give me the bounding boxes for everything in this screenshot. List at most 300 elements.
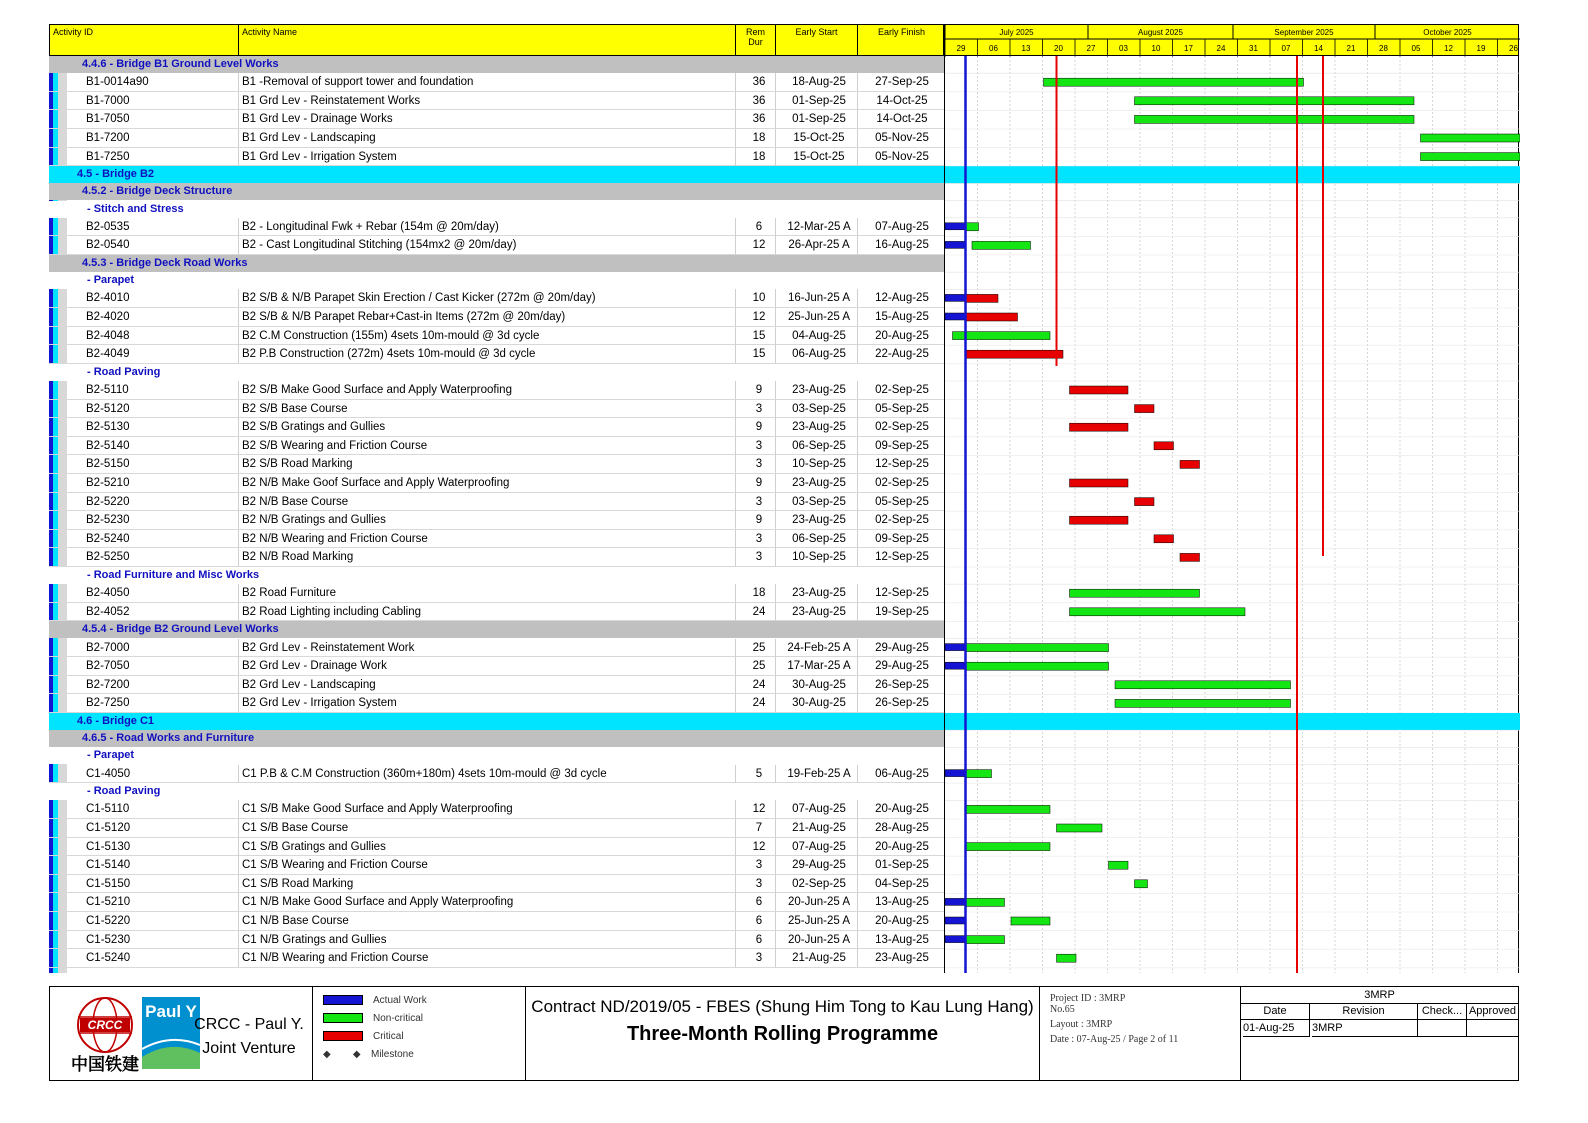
activity-id: B2-4010 <box>86 292 130 305</box>
rev-col-check: Check... <box>1418 1003 1467 1020</box>
early-finish: 27-Sep-25 <box>875 76 929 89</box>
column-divider <box>735 603 736 621</box>
early-start: 12-Mar-25 A <box>787 220 851 233</box>
column-divider <box>238 584 239 602</box>
critical-swatch <box>323 1031 363 1041</box>
wbs-band[interactable]: 4.6.5 - Road Works and Furniture <box>49 730 944 747</box>
rem-dur: 36 <box>752 76 766 89</box>
rem-dur: 3 <box>755 532 763 545</box>
rem-dur: 3 <box>755 439 763 452</box>
noncritical-bar[interactable] <box>1115 699 1291 707</box>
early-finish: 29-Aug-25 <box>875 641 929 654</box>
early-finish: 09-Sep-25 <box>875 439 929 452</box>
noncritical-bar[interactable] <box>1421 134 1521 142</box>
crcc-cn-text: 中国铁建 <box>71 1055 139 1075</box>
activity-row[interactable] <box>49 694 944 713</box>
activity-row[interactable] <box>49 455 944 474</box>
activity-id: B2-0540 <box>86 239 130 252</box>
activity-row[interactable] <box>49 289 944 308</box>
noncritical-bar[interactable] <box>966 898 1005 906</box>
early-start: 20-Jun-25 A <box>787 933 850 946</box>
wbs-band[interactable]: - Road Paving <box>49 783 944 800</box>
column-divider <box>735 493 736 511</box>
early-finish: 20-Aug-25 <box>875 803 929 816</box>
early-start: 15-Oct-25 <box>793 132 845 144</box>
noncritical-bar[interactable] <box>1044 78 1304 86</box>
activity-name: B2 Road Lighting including Cabling <box>242 605 422 618</box>
early-finish: 28-Aug-25 <box>875 822 929 834</box>
actual-bar[interactable] <box>945 898 966 905</box>
column-divider <box>238 548 239 566</box>
column-divider <box>238 493 239 511</box>
week-label: 12 <box>1444 44 1453 53</box>
activity-row[interactable] <box>49 838 944 857</box>
activity-id: B2-5210 <box>86 477 130 489</box>
noncritical-bar[interactable] <box>966 843 1051 851</box>
activity-name: B2 N/B Gratings and Gullies <box>242 514 386 527</box>
actual-bar[interactable] <box>945 936 966 943</box>
noncritical-bar[interactable] <box>1135 115 1415 123</box>
column-divider <box>775 548 776 566</box>
activity-row[interactable] <box>49 218 944 237</box>
column-divider <box>735 548 736 566</box>
critical-bar[interactable] <box>1135 498 1155 506</box>
activity-name: B2 Grd Lev - Irrigation System <box>242 697 397 710</box>
column-divider <box>775 530 776 548</box>
actual-bar[interactable] <box>945 644 966 651</box>
noncritical-bar[interactable] <box>966 770 992 778</box>
column-divider <box>775 327 776 345</box>
table-header <box>49 24 944 56</box>
wbs-band[interactable]: - Road Furniture and Misc Works <box>49 567 944 584</box>
activity-id: B2-5240 <box>86 532 130 545</box>
noncritical-bar[interactable] <box>1057 824 1103 832</box>
column-divider <box>775 875 776 893</box>
column-divider <box>238 327 239 345</box>
critical-bar[interactable] <box>1154 442 1174 450</box>
rem-dur: 3 <box>755 551 763 564</box>
early-finish: 14-Oct-25 <box>876 94 928 107</box>
contract-title: Contract ND/2019/05 - FBES (Shung Him Tong to Kau Lung Hang) <box>531 997 1034 1016</box>
activity-name: B2 S/B Make Good Surface and Apply Waterproofing <box>242 384 512 396</box>
rem-dur: 3 <box>755 402 763 415</box>
activity-row[interactable] <box>49 418 944 437</box>
column-divider <box>775 493 776 511</box>
critical-bar[interactable] <box>966 350 1064 358</box>
wbs-band[interactable]: 4.5 - Bridge B2 <box>49 166 944 183</box>
column-divider <box>775 400 776 418</box>
column-divider <box>735 381 736 399</box>
column-divider <box>857 92 858 110</box>
activity-row[interactable] <box>49 511 944 530</box>
rem-dur: 9 <box>755 384 763 396</box>
activity-row[interactable] <box>49 327 944 346</box>
activity-row[interactable] <box>49 800 944 819</box>
column-divider <box>857 548 858 566</box>
critical-bar[interactable] <box>1180 460 1200 468</box>
issue-number: No.65 <box>1050 1004 1075 1015</box>
rem-dur: 5 <box>755 767 763 780</box>
critical-bar[interactable] <box>1070 479 1129 487</box>
week-label: 31 <box>1249 44 1258 53</box>
activity-row[interactable] <box>49 92 944 111</box>
noncritical-bar[interactable] <box>1057 954 1077 962</box>
rem-dur: 18 <box>752 150 766 163</box>
early-start: 03-Sep-25 <box>792 495 846 508</box>
early-finish: 16-Aug-25 <box>875 239 929 252</box>
month-label: July 2025 <box>999 28 1034 37</box>
noncritical-swatch <box>323 1013 363 1023</box>
rev-col-date: Date <box>1241 1003 1310 1020</box>
activity-row[interactable] <box>49 856 944 875</box>
early-finish: 12-Sep-25 <box>875 587 929 600</box>
activity-row[interactable] <box>49 308 944 327</box>
column-divider <box>857 819 858 837</box>
noncritical-bar[interactable] <box>1135 97 1415 105</box>
activity-row[interactable] <box>49 493 944 512</box>
column-divider <box>857 129 858 147</box>
legend-actual <box>323 995 427 1006</box>
column-divider <box>857 110 858 128</box>
rem-dur: 12 <box>752 840 766 853</box>
column-divider <box>857 875 858 893</box>
early-finish: 02-Sep-25 <box>875 477 929 489</box>
wbs-band[interactable]: - Road Paving <box>49 364 944 381</box>
early-start: 15-Oct-25 <box>793 150 845 163</box>
activity-id: B1-7200 <box>86 132 130 144</box>
column-divider <box>775 474 776 492</box>
activity-name: C1 P.B & C.M Construction (360m+180m) 4sets 10m-mould @ 3d cycle <box>242 767 607 780</box>
column-divider <box>238 694 239 712</box>
early-finish: 22-Aug-25 <box>875 348 929 361</box>
column-divider <box>775 584 776 602</box>
early-start: 23-Aug-25 <box>792 421 846 434</box>
wbs-band[interactable]: 4.6 - Bridge C1 <box>49 713 944 730</box>
column-divider <box>238 800 239 818</box>
column-divider <box>238 148 239 166</box>
noncritical-bar[interactable] <box>966 223 979 231</box>
column-divider <box>238 765 239 783</box>
activity-id: B1-7050 <box>86 113 130 126</box>
early-finish: 29-Aug-25 <box>875 660 929 673</box>
activity-row[interactable] <box>49 437 944 456</box>
activity-id: B1-0014a90 <box>86 76 149 89</box>
wbs-band[interactable]: - Stitch and Stress <box>49 201 944 218</box>
column-divider <box>238 912 239 930</box>
activity-row[interactable] <box>49 129 944 148</box>
column-divider <box>775 765 776 783</box>
title-text-block <box>526 987 1040 1080</box>
early-start: 06-Sep-25 <box>792 532 846 545</box>
early-finish: 26-Sep-25 <box>875 678 929 691</box>
column-divider <box>238 381 239 399</box>
rev-date-value: 01-Aug-25 <box>1243 1020 1310 1037</box>
legend-critical-label: Critical <box>373 1031 404 1042</box>
column-divider <box>735 912 736 930</box>
activity-row[interactable] <box>49 875 944 894</box>
activity-name: B2 P.B Construction (272m) 4sets 10m-mould @ 3d cycle <box>242 348 536 361</box>
activity-row[interactable] <box>49 893 944 912</box>
activity-row[interactable] <box>49 345 944 364</box>
early-finish: 20-Aug-25 <box>875 840 929 853</box>
activity-id: C1-5220 <box>86 915 131 927</box>
early-start: 20-Jun-25 A <box>787 896 850 909</box>
column-divider <box>735 236 736 254</box>
early-start: 10-Sep-25 <box>792 551 846 564</box>
col-rem-dur[interactable]: Rem Dur <box>736 25 776 57</box>
early-finish: 26-Sep-25 <box>875 697 929 710</box>
column-divider <box>238 603 239 621</box>
noncritical-bar[interactable] <box>1109 861 1129 869</box>
activity-name: B2 Grd Lev - Landscaping <box>242 678 376 691</box>
rem-dur: 18 <box>752 587 766 600</box>
column-divider <box>775 218 776 236</box>
column-divider <box>735 129 736 147</box>
activity-row[interactable] <box>49 548 944 567</box>
actual-bar[interactable] <box>945 662 966 669</box>
title-block <box>49 986 1519 1081</box>
activity-name: B2 C.M Construction (155m) 4sets 10m-mould @ 3d cycle <box>242 329 540 342</box>
week-label: 06 <box>989 44 998 53</box>
project-info-block <box>1040 987 1241 1080</box>
column-divider <box>775 236 776 254</box>
band-strip <box>945 713 1520 730</box>
month-label: October 2025 <box>1423 28 1472 37</box>
activity-name: C1 S/B Make Good Surface and Apply Waterproofing <box>242 803 513 816</box>
noncritical-bar[interactable] <box>953 332 1051 340</box>
actual-bar[interactable] <box>945 917 966 924</box>
wbs-band[interactable]: 4.4.6 - Bridge B1 Ground Level Works <box>49 56 944 73</box>
wbs-band[interactable]: 4.5.3 - Bridge Deck Road Works <box>49 255 944 272</box>
activity-name: C1 S/B Base Course <box>242 822 349 834</box>
week-label: 13 <box>1021 44 1031 53</box>
activity-name: B2 S/B Base Course <box>242 402 348 415</box>
critical-bar[interactable] <box>1070 386 1129 394</box>
activity-row[interactable] <box>49 148 944 167</box>
rev-approved-value <box>1467 1020 1518 1037</box>
column-divider <box>735 800 736 818</box>
actual-bar[interactable] <box>945 294 966 301</box>
column-divider <box>735 400 736 418</box>
activity-row[interactable] <box>49 73 944 92</box>
week-label: 07 <box>1281 44 1291 53</box>
rem-dur: 6 <box>755 220 763 233</box>
pauly-logo-text: Paul Y <box>145 1002 197 1021</box>
col-activity-id[interactable]: Activity ID <box>50 25 239 57</box>
column-divider <box>775 912 776 930</box>
early-finish: 13-Aug-25 <box>875 933 929 946</box>
activity-name: B2 S/B Road Marking <box>242 458 353 471</box>
early-start: 07-Aug-25 <box>792 803 846 816</box>
activity-row[interactable] <box>49 657 944 676</box>
noncritical-bar[interactable] <box>1070 589 1200 597</box>
activity-row[interactable] <box>49 474 944 493</box>
actual-bar[interactable] <box>945 313 966 320</box>
activity-name: B2 N/B Base Course <box>242 495 349 508</box>
activity-row[interactable] <box>49 400 944 419</box>
column-divider <box>775 893 776 911</box>
early-finish: 05-Sep-25 <box>875 495 929 508</box>
activity-name: C1 S/B Wearing and Friction Course <box>242 859 428 872</box>
critical-bar[interactable] <box>1154 535 1174 543</box>
column-divider <box>857 493 858 511</box>
rem-dur: 24 <box>752 605 766 618</box>
critical-bar[interactable] <box>966 294 999 302</box>
jv-name-line1: CRCC - Paul Y. <box>194 1016 304 1033</box>
noncritical-bar[interactable] <box>1115 681 1291 689</box>
col-early-start[interactable]: Early Start <box>776 25 858 57</box>
noncritical-bar[interactable] <box>966 644 1109 652</box>
column-divider <box>857 511 858 529</box>
activity-name: C1 N/B Make Good Surface and Apply Waterproofing <box>242 896 514 909</box>
noncritical-bar[interactable] <box>966 805 1051 813</box>
early-start: 03-Sep-25 <box>792 402 846 415</box>
column-divider <box>775 657 776 675</box>
critical-bar[interactable] <box>1135 405 1155 413</box>
column-divider <box>238 345 239 363</box>
early-finish: 05-Sep-25 <box>875 402 929 415</box>
column-divider <box>857 381 858 399</box>
rev-check-value <box>1418 1020 1467 1037</box>
column-divider <box>735 455 736 473</box>
activity-id: B2-5150 <box>86 458 130 471</box>
activity-row[interactable] <box>49 819 944 838</box>
rem-dur: 18 <box>752 132 766 144</box>
column-divider <box>857 418 858 436</box>
activity-id: C1-5150 <box>86 877 131 890</box>
revision-title: 3MRP <box>1241 987 1518 1004</box>
activity-name: C1 N/B Wearing and Friction Course <box>242 952 429 965</box>
early-start: 23-Aug-25 <box>792 605 846 618</box>
activity-id: B1-7000 <box>86 94 130 107</box>
activity-row[interactable] <box>49 912 944 931</box>
activity-row[interactable] <box>49 949 944 968</box>
column-divider <box>735 949 736 967</box>
column-divider <box>775 308 776 326</box>
week-label: 17 <box>1184 44 1193 53</box>
early-finish: 09-Sep-25 <box>875 532 929 545</box>
column-divider <box>238 418 239 436</box>
column-divider <box>775 110 776 128</box>
column-divider <box>857 765 858 783</box>
activity-name: B2 N/B Make Goof Surface and Apply Waterproofing <box>242 477 510 489</box>
rem-dur: 7 <box>755 822 763 834</box>
activity-name: B1 Grd Lev - Drainage Works <box>242 113 393 126</box>
wbs-band[interactable]: - Parapet <box>49 272 944 289</box>
wbs-band[interactable]: 4.5.4 - Bridge B2 Ground Level Works <box>49 621 944 638</box>
activity-row[interactable] <box>49 676 944 695</box>
column-divider <box>735 511 736 529</box>
activity-name: B2 N/B Wearing and Friction Course <box>242 532 428 545</box>
column-divider <box>238 455 239 473</box>
column-divider <box>735 765 736 783</box>
column-divider <box>857 308 858 326</box>
noncritical-bar[interactable] <box>1011 917 1050 925</box>
rem-dur: 3 <box>755 495 763 508</box>
activity-name: C1 S/B Road Marking <box>242 877 354 890</box>
column-divider <box>775 676 776 694</box>
activity-row[interactable] <box>49 765 944 784</box>
early-start: 25-Jun-25 A <box>787 915 850 927</box>
actual-bar[interactable] <box>945 770 966 777</box>
activity-row[interactable] <box>49 639 944 658</box>
critical-bar[interactable] <box>1070 423 1129 431</box>
activity-row[interactable] <box>49 603 944 622</box>
activity-id: C1-4050 <box>86 767 131 780</box>
actual-bar[interactable] <box>945 223 966 230</box>
critical-bar[interactable] <box>966 313 1018 321</box>
legend-milestone <box>323 1049 414 1060</box>
rem-dur: 12 <box>752 239 766 252</box>
early-start: 01-Sep-25 <box>792 113 846 126</box>
rem-dur: 3 <box>755 952 763 965</box>
column-divider <box>238 129 239 147</box>
gantt-svg <box>945 56 1520 973</box>
actual-bar[interactable] <box>945 241 966 248</box>
early-start: 24-Feb-25 A <box>787 641 851 654</box>
column-divider <box>238 289 239 307</box>
activity-row[interactable] <box>49 381 944 400</box>
noncritical-bar[interactable] <box>1070 608 1246 616</box>
column-divider <box>857 73 858 91</box>
column-divider <box>775 92 776 110</box>
col-activity-name[interactable]: Activity Name <box>239 25 736 57</box>
column-divider <box>735 474 736 492</box>
noncritical-bar[interactable] <box>1135 880 1148 888</box>
week-label: 28 <box>1379 44 1388 53</box>
column-divider <box>735 694 736 712</box>
activity-row[interactable] <box>49 110 944 129</box>
column-divider <box>857 676 858 694</box>
noncritical-bar[interactable] <box>972 241 1031 249</box>
activity-row[interactable] <box>49 584 944 603</box>
activity-name: B1 -Removal of support tower and foundation <box>242 76 474 89</box>
legend-milestone-label: Milestone <box>371 1049 414 1060</box>
column-divider <box>775 511 776 529</box>
milestone-diamond-icon: ◆ ◆ <box>323 1049 361 1060</box>
activity-id: B2-4049 <box>86 348 130 361</box>
noncritical-bar[interactable] <box>966 662 1109 670</box>
activity-row[interactable] <box>49 236 944 255</box>
col-early-finish[interactable]: Early Finish <box>877 27 925 37</box>
month-label: September 2025 <box>1274 28 1334 37</box>
critical-bar[interactable] <box>1070 516 1129 524</box>
column-divider <box>735 308 736 326</box>
month-label: August 2025 <box>1138 28 1183 37</box>
wbs-band[interactable]: 4.5.2 - Bridge Deck Structure <box>49 183 944 200</box>
column-divider <box>735 418 736 436</box>
column-divider <box>857 327 858 345</box>
early-start: 01-Sep-25 <box>792 94 846 107</box>
rem-dur: 12 <box>752 311 766 323</box>
wbs-band[interactable]: - Parapet <box>49 747 944 764</box>
critical-bar[interactable] <box>1180 553 1200 561</box>
activity-row[interactable] <box>49 931 944 950</box>
activity-row[interactable] <box>49 530 944 549</box>
column-divider <box>857 345 858 363</box>
activity-id: B2-5130 <box>86 421 130 434</box>
project-id: Project ID : 3MRP <box>1050 993 1126 1004</box>
column-divider <box>857 657 858 675</box>
column-divider <box>775 819 776 837</box>
rem-dur: 10 <box>752 292 766 305</box>
noncritical-bar[interactable] <box>1421 153 1521 161</box>
print-date-page: Date : 07-Aug-25 / Page 2 of 11 <box>1050 1034 1179 1045</box>
column-divider <box>857 236 858 254</box>
activity-name: B2 S/B Gratings and Gullies <box>242 421 386 434</box>
noncritical-bar[interactable] <box>966 936 1005 944</box>
column-divider <box>735 875 736 893</box>
